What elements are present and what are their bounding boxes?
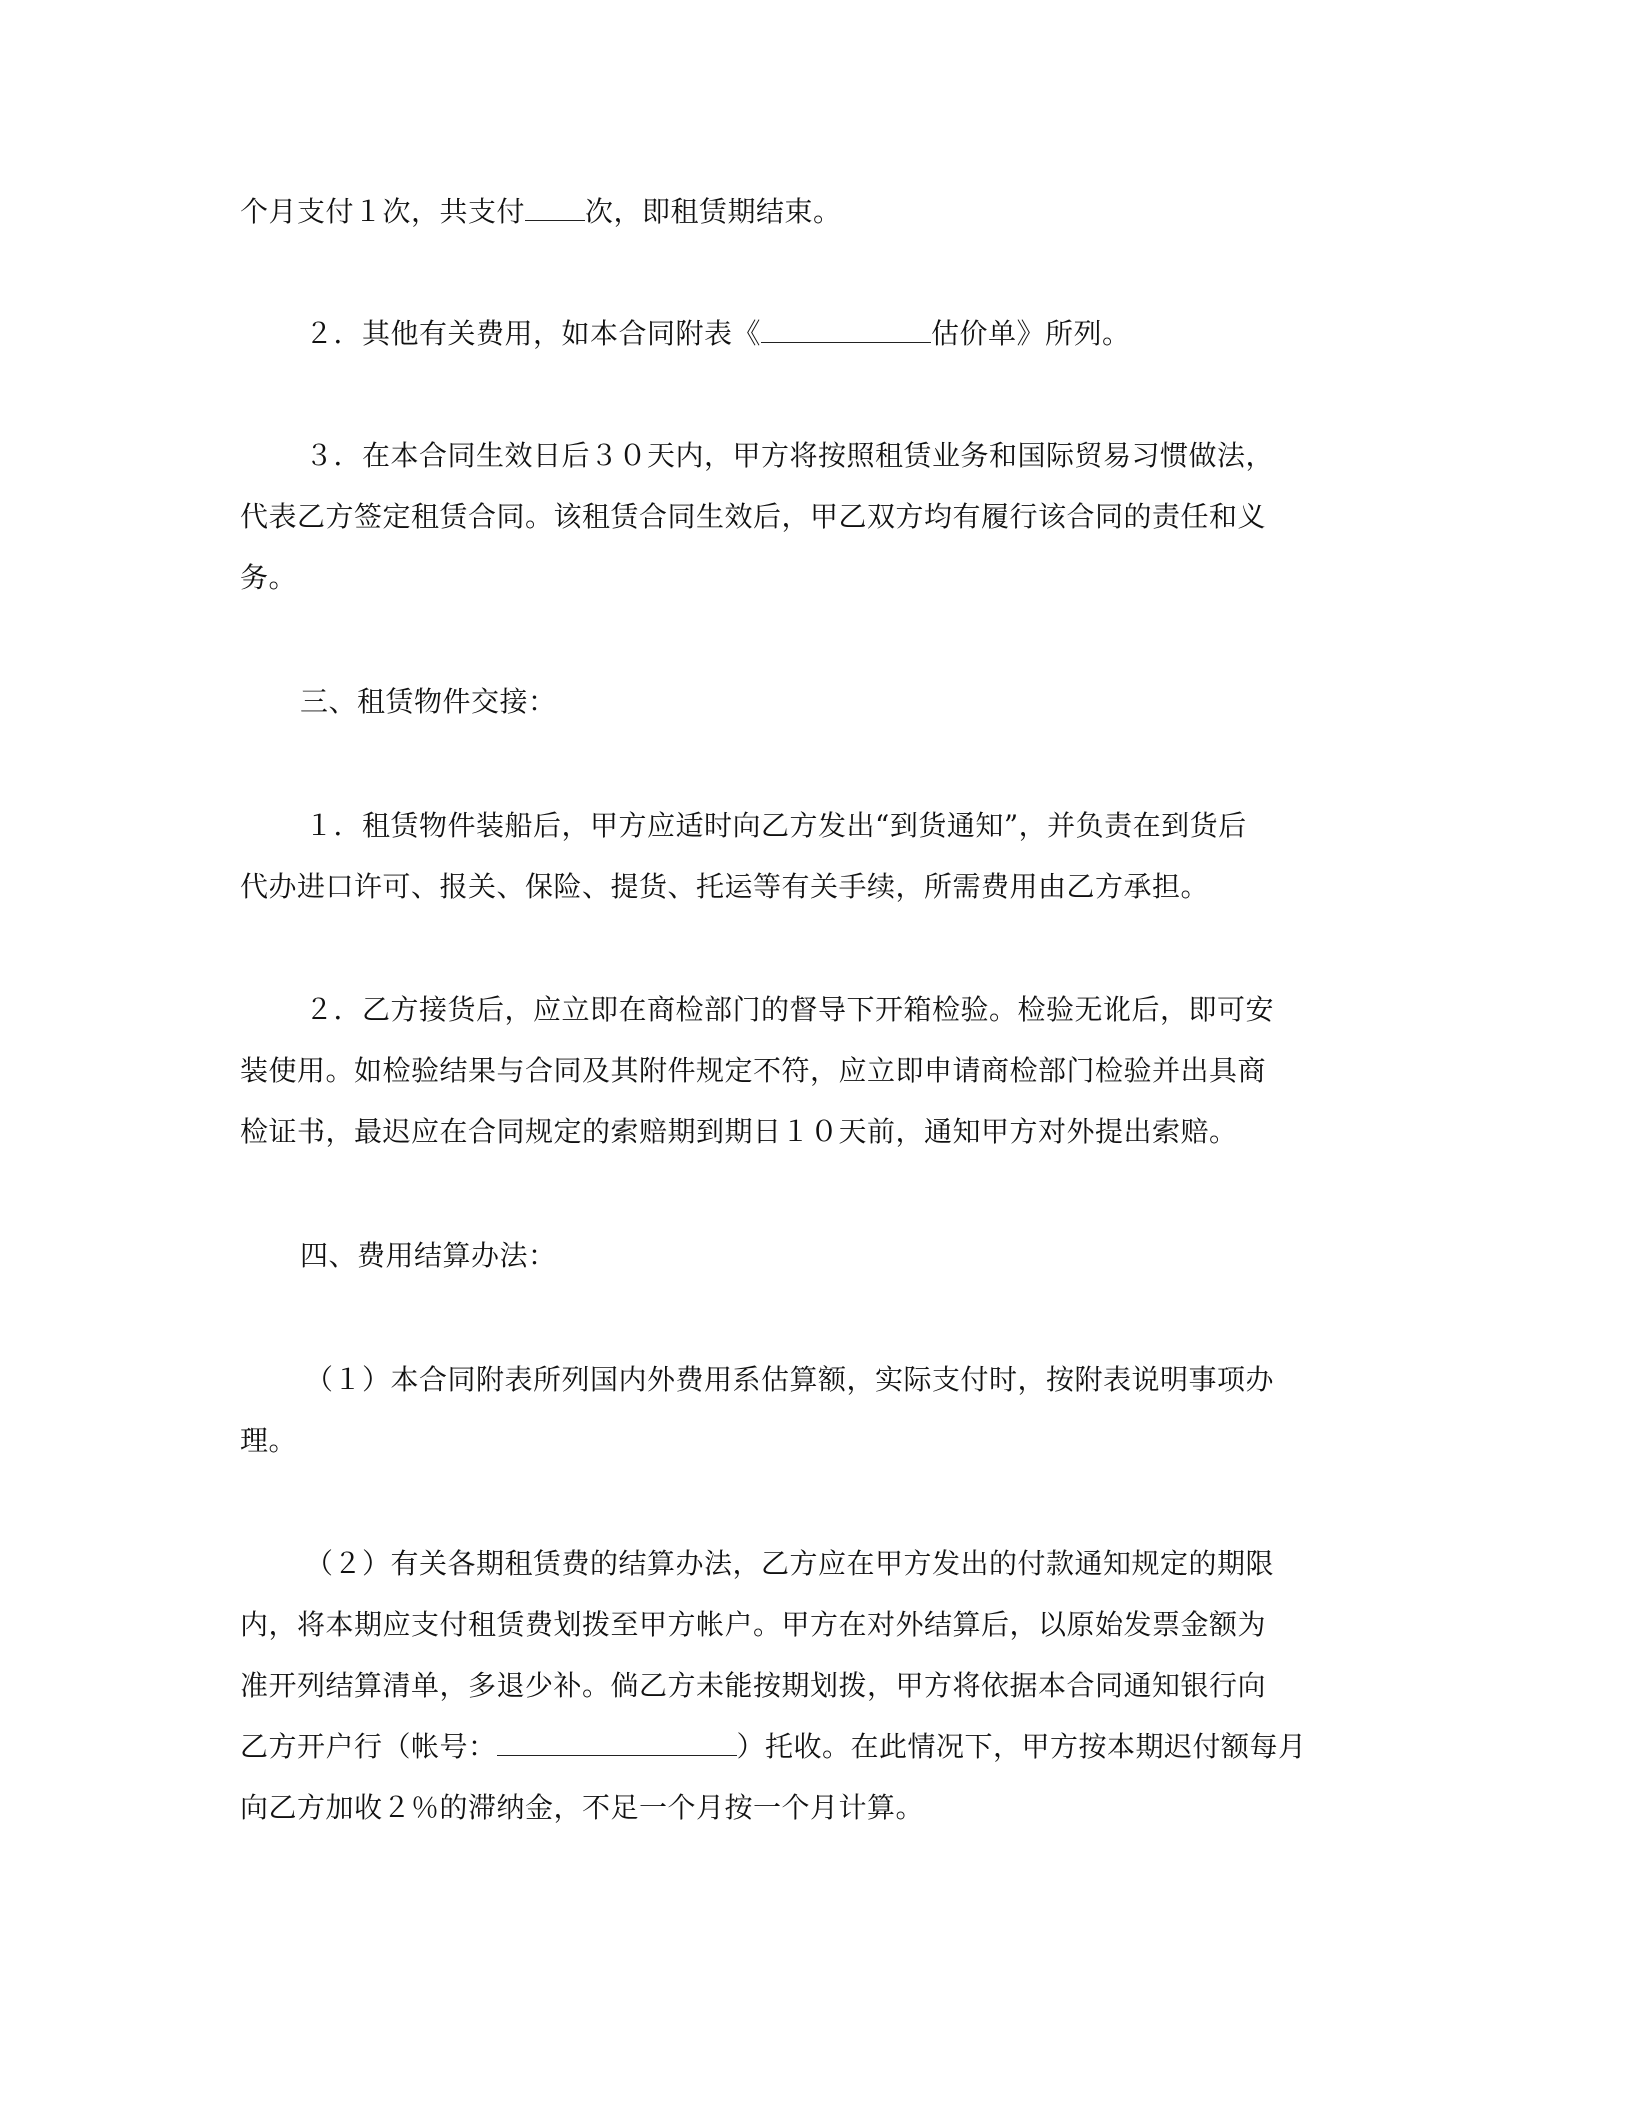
settlement-item2-line-4 [240, 1731, 1390, 1763]
handover-item1-line-2: 代办进口许可、报关、保险、提货、托运等有关手续，所需费用由乙方承担。 [240, 870, 1210, 903]
account-line-text-1: 乙方开户行（帐号： [240, 1730, 497, 1763]
payment-line-text-1: 个月支付１次，共支付 [240, 195, 526, 228]
settlement-item2-line-1: （２）有关各期租赁费的结算办法，乙方应在甲方发出的付款通知规定的期限 [305, 1547, 1275, 1580]
contract-para-line-1: ３．在本合同生效日后３０天内，甲方将按照租赁业务和国际贸易习惯做法， [305, 439, 1275, 472]
payment-count-blank [525, 196, 585, 221]
other-fees-text-2: 估价单》所列。 [931, 317, 1131, 350]
handover-item1-line-1: １．租赁物件装船后，甲方应适时向乙方发出“到货通知”，并负责在到货后 [305, 809, 1247, 842]
account-number-blank [497, 1731, 737, 1756]
other-fees-text-1: ２．其他有关费用，如本合同附表《 [305, 317, 762, 350]
settlement-item1-line-2: 理。 [240, 1424, 298, 1457]
payment-line [240, 196, 1390, 228]
estimate-name-blank [761, 318, 931, 343]
settlement-item1-line-1: （１）本合同附表所列国内外费用系估算额，实际支付时，按附表说明事项办 [305, 1363, 1275, 1396]
account-line-text-2: ）托收。在此情况下，甲方按本期迟付额每月 [736, 1730, 1307, 1763]
settlement-item2-line-3: 准开列结算清单，多退少补。倘乙方未能按期划拨，甲方将依据本合同通知银行向 [240, 1669, 1267, 1702]
handover-item2-line-1: ２．乙方接货后，应立即在商检部门的督导下开箱检验。检验无讹后，即可安 [305, 993, 1275, 1026]
settlement-item2-line-5: 向乙方加收２％的滞纳金，不足一个月按一个月计算。 [240, 1791, 925, 1824]
contract-para-line-2: 代表乙方签定租赁合同。该租赁合同生效后，甲乙双方均有履行该合同的责任和义 [240, 500, 1267, 533]
section-3-heading: 三、租赁物件交接： [300, 685, 557, 718]
handover-item2-line-2: 装使用。如检验结果与合同及其附件规定不符，应立即申请商检部门检验并出具商 [240, 1054, 1267, 1087]
contract-para-line-3: 务。 [240, 561, 298, 594]
payment-line-text-2: 次，即租赁期结束。 [585, 195, 842, 228]
section-4-heading: 四、费用结算办法： [300, 1239, 557, 1272]
handover-item2-line-3: 检证书，最迟应在合同规定的索赔期到期日１０天前，通知甲方对外提出索赔。 [240, 1115, 1238, 1148]
other-fees-paragraph [305, 318, 1455, 350]
settlement-item2-line-2: 内，将本期应支付租赁费划拨至甲方帐户。甲方在对外结算后，以原始发票金额为 [240, 1608, 1267, 1641]
